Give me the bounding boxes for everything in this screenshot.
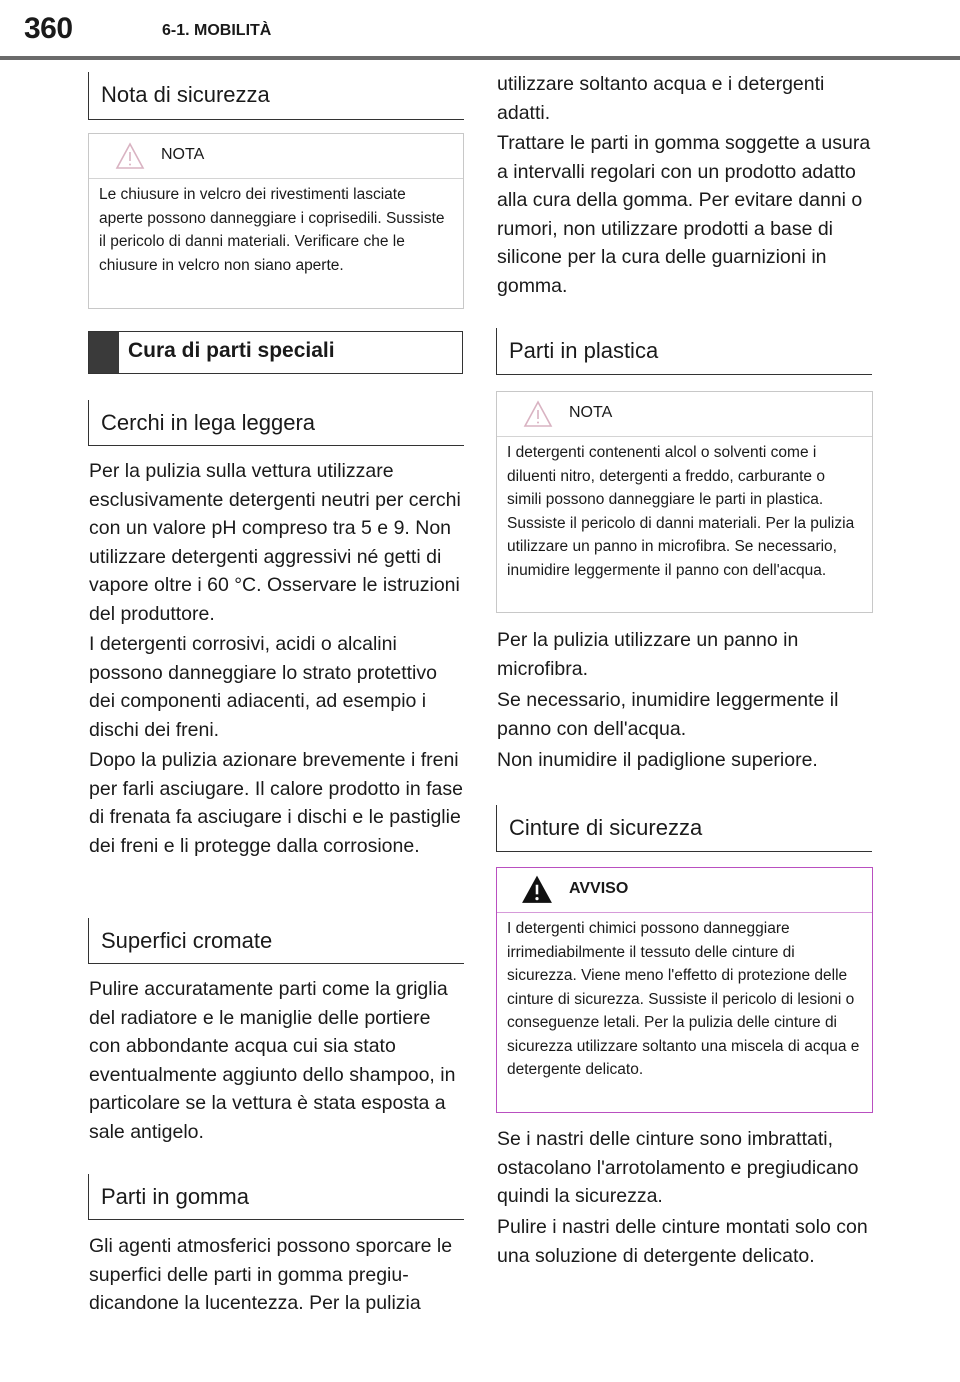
paragraph-rubber-2: Trattare le parti in gomma soggette a usura a intervalli regolari con un prodotto adatto alla cura della gomma. Per evitare danni o rumori, non utilizzare prodotti a base di silicone per la cura delle guarnizioni in gomma. — [497, 132, 871, 297]
heading-text: Cerchi in lega leggera — [101, 410, 316, 435]
heading-parti-plastica — [496, 328, 872, 375]
special-care-title: Cura di parti speciali — [128, 339, 335, 362]
page-number: 360 — [24, 12, 73, 45]
heading-text: Cinture di sicurezza — [509, 815, 703, 840]
paragraph-plastic-2: Se necessario, inumidire leggermente il panno con dell'acqua. — [497, 689, 839, 740]
nota-box-plastic — [496, 391, 873, 613]
special-care-title-band — [88, 331, 463, 374]
paragraph-chrome-1: Pulire accuratamente parti come la griglia del radiatore e le maniglie delle portiere con abbondante acqua cui sia stato eventualmente aggiunto dello shampoo, in particolare se la vettura è stata esposta a sale antigelo. — [89, 978, 456, 1143]
nota-text: Le chiusure in velcro dei rivestimenti lasciate aperte possono danneggiare i coprisedili. Sussiste il pericolo di danni materiali. Verificare che le chiusure in velcro non siano aperte. — [99, 186, 445, 274]
heading-text: Parti in plastica — [509, 338, 659, 363]
nota-box-velcro — [88, 133, 464, 309]
heading-cinture-sicurezza — [496, 805, 872, 852]
paragraph-plastic-1: Per la pulizia utilizzare un panno in microfibra. — [497, 629, 799, 680]
paragraph-belts-2: Pulire i nastri delle cinture montati solo con una soluzione di detergente delicato. — [497, 1216, 868, 1267]
nota-box-header — [497, 392, 872, 437]
nota-box-header — [89, 134, 463, 179]
paragraph-rubber-1-cont: utilizzare soltanto acqua e i detergenti adatti. — [497, 73, 825, 124]
nota-label: NOTA — [161, 146, 205, 163]
paragraph-belts-1: Se i nastri delle cinture sono imbrattati, ostacolano l'arrotolamento e pregiudicano quindi la sicurezza. — [497, 1128, 859, 1207]
heading-text: Superfici cromate — [101, 928, 273, 953]
section-title: 6-1. MOBILITÀ — [162, 22, 272, 39]
paragraph-rubber-1: Gli agenti atmosferici possono sporcare le superfici delle parti in gomma pregiudicandone la lucentezza. Per la pulizia — [89, 1235, 453, 1314]
avviso-text: I detergenti chimici possono danneggiare irrimediabilmente il tessuto delle cinture di sicurezza. Viene meno l'effetto di protezione delle cinture di sicurezza. Sussiste il pericolo di lesioni o conseguenze letali. Per la pulizia delle cinture di sicurezza utilizzare soltanto una miscela di acqua e detergente delicato. — [507, 920, 860, 1078]
nota-label: NOTA — [569, 404, 613, 421]
paragraph-alloy-2: I detergenti corrosivi, acidi o alcalini possono danneggiare lo strato protettivo dei componenti adiacenti, ad esempio i dischi dei freni. — [89, 633, 437, 741]
heading-text: Parti in gomma — [101, 1184, 249, 1209]
heading-text: Nota di sicurezza — [101, 82, 270, 107]
avviso-box-belts — [496, 867, 873, 1113]
title-band-bar — [89, 332, 119, 373]
heading-parti-gomma — [88, 1174, 464, 1220]
nota-text: I detergenti contenenti alcol o solventi come i diluenti nitro, detergenti a freddo, carburante o simili possono danneggiare le parti in plastica. Sussiste il pericolo di danni materiali. Per la pulizia utilizzare un panno in microfibra. Se necessario, inumidire leggermente il panno con dell'acqua. — [507, 444, 855, 579]
paragraph-alloy-1: Per la pulizia sulla vettura utilizzare esclusivamente detergenti neutri per cerchi con un valore pH compreso tra 5 e 9. Non utilizzare detergenti aggressivi né getti di vapore oltre i 60 °C. Osservare le istruzioni del produttore. — [89, 460, 461, 625]
paragraph-plastic-3: Non inumidire il padiglione superiore. — [497, 749, 818, 771]
header-rule — [0, 56, 960, 60]
warning-outline-icon — [115, 142, 145, 170]
warning-outline-icon — [523, 400, 553, 428]
heading-cerchi-lega — [88, 400, 464, 446]
avviso-box-header — [497, 868, 872, 913]
heading-superfici-cromate — [88, 918, 464, 964]
paragraph-alloy-3: Dopo la pulizia azionare brevemente i freni per farli asciugare. Il calore prodotto in fase di frenata fa asciugare i dischi e le pastiglie dei freni e li protegge dalla corrosione. — [89, 749, 463, 857]
warning-filled-icon — [521, 874, 553, 904]
avviso-label: AVVISO — [569, 880, 629, 897]
heading-nota-di-sicurezza — [88, 72, 464, 120]
